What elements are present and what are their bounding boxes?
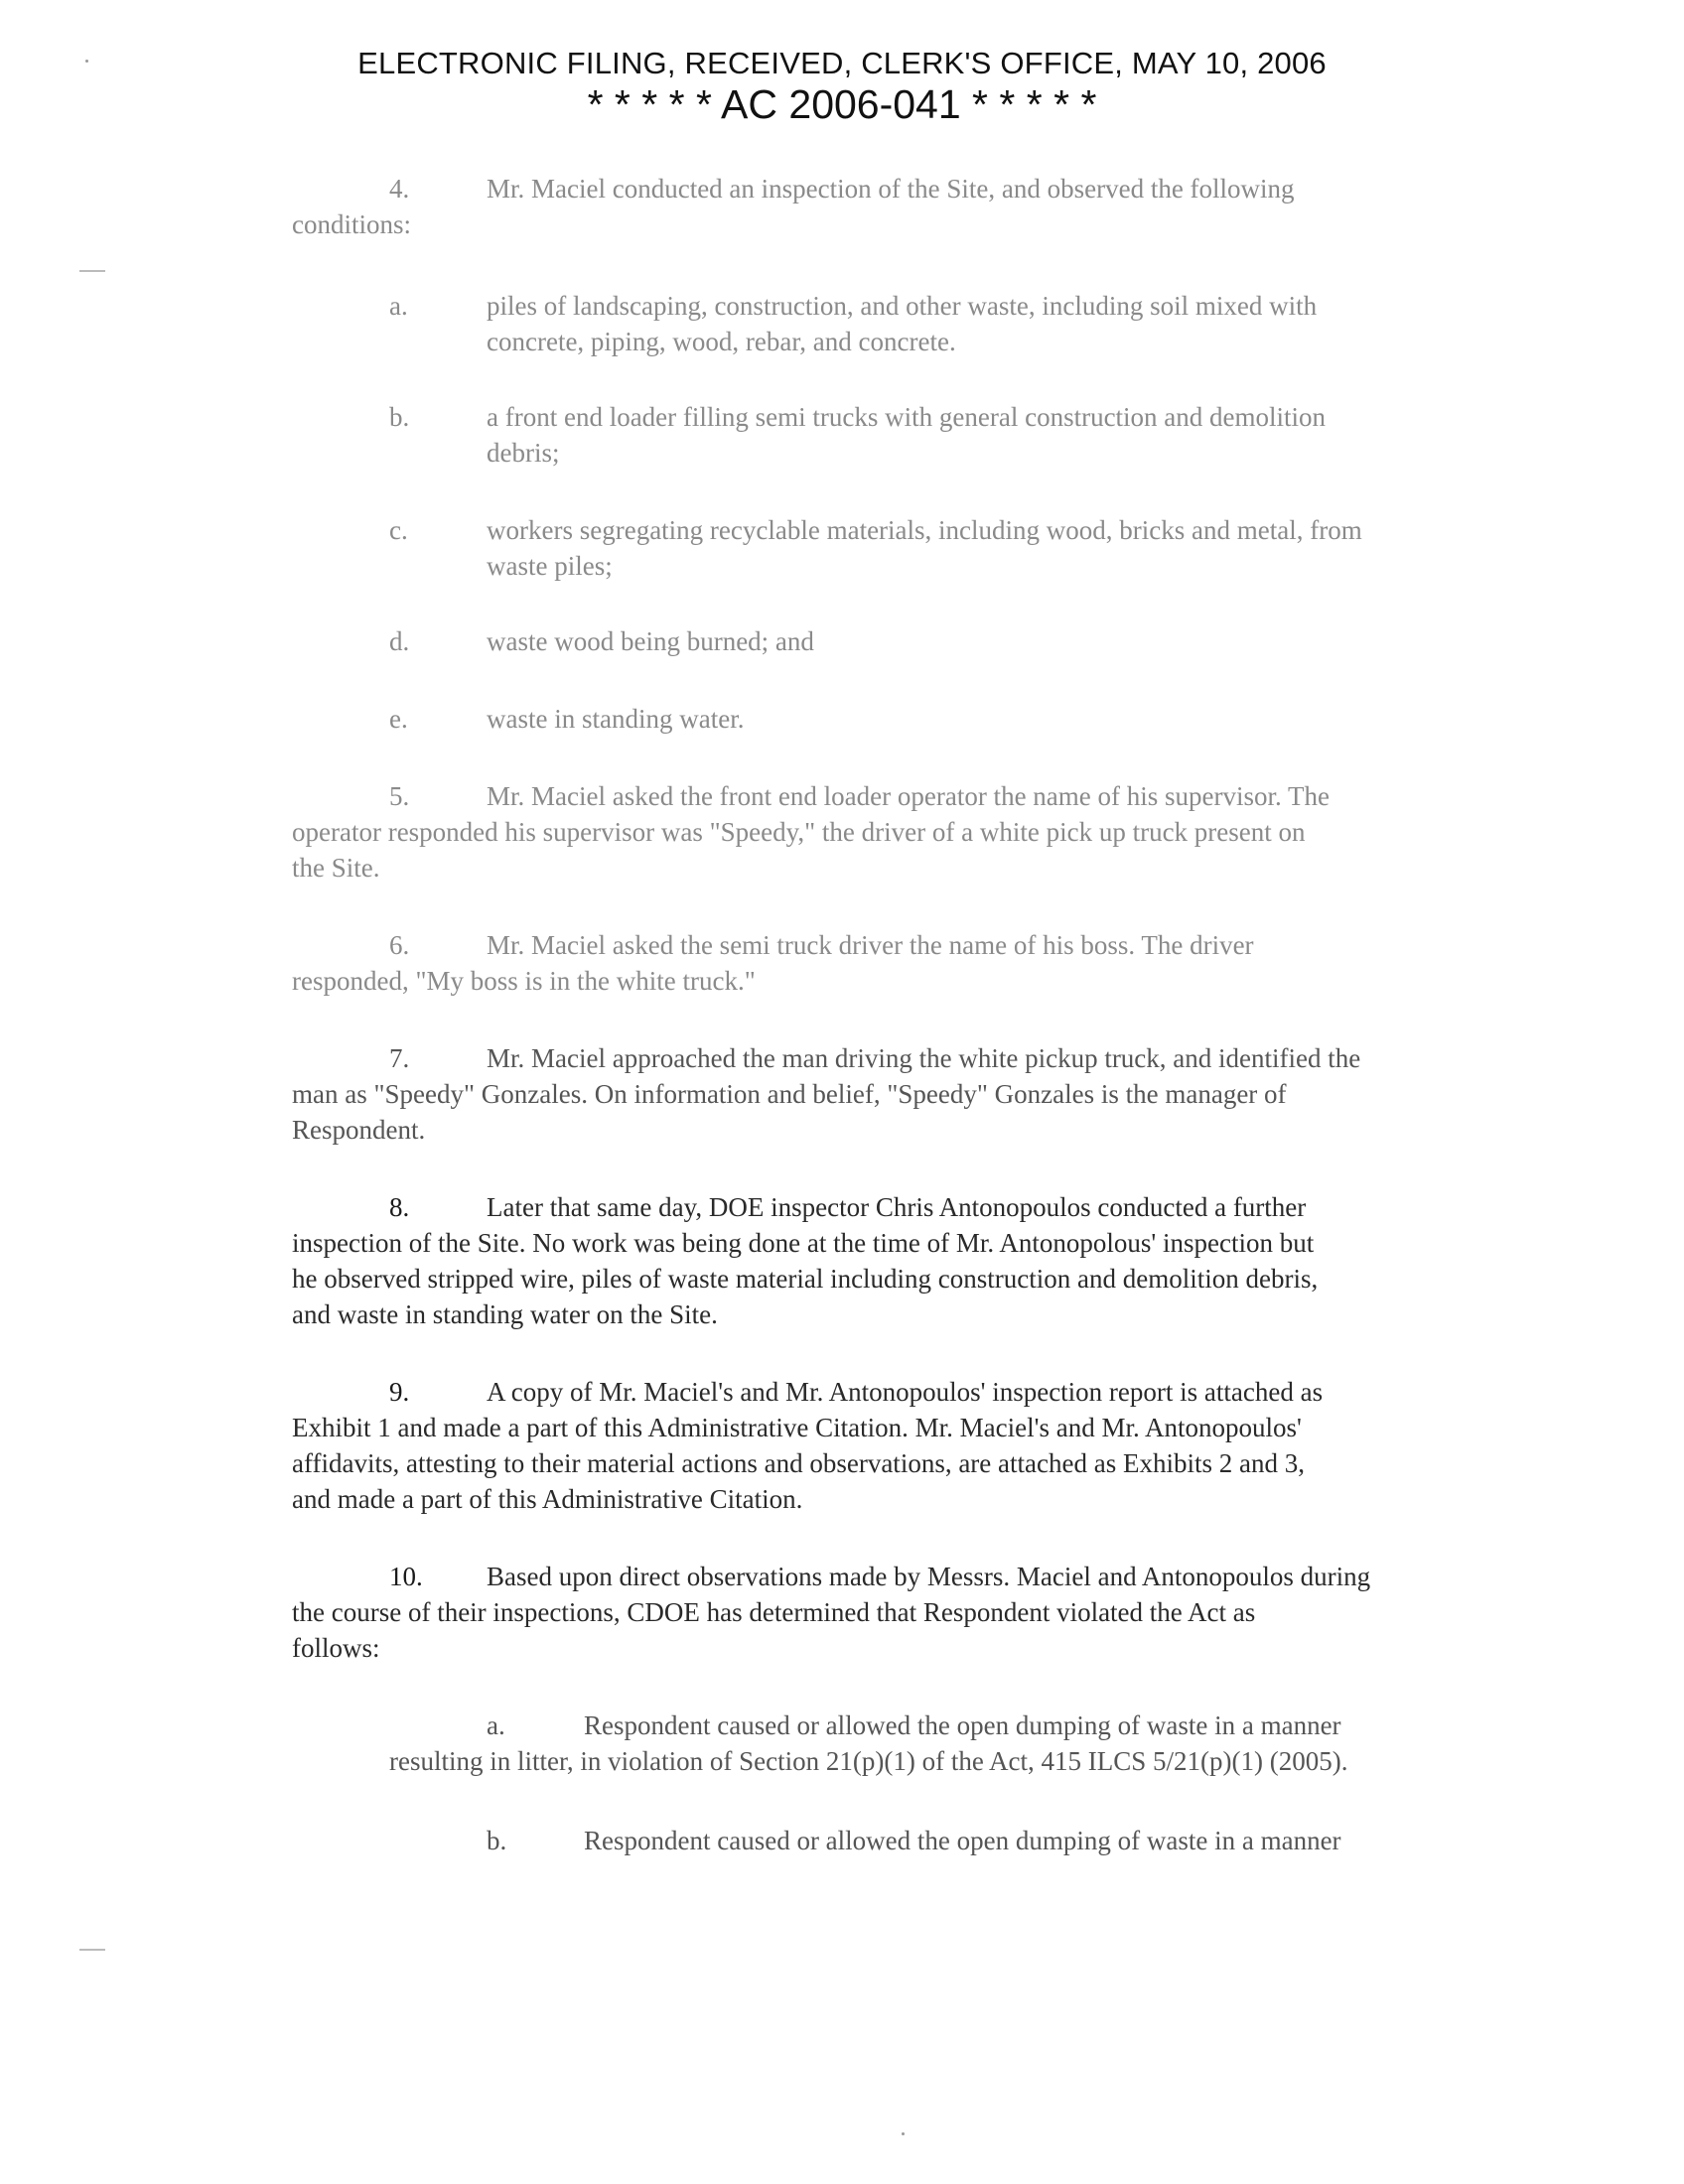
paragraph-number: 6. <box>389 930 410 960</box>
list-item-letter: a. <box>389 291 408 321</box>
paragraph-10-line: follows: <box>292 1633 380 1663</box>
margin-mark <box>85 60 88 63</box>
paragraph-5-line: the Site. <box>292 853 380 883</box>
paragraph-9-line: A copy of Mr. Maciel's and Mr. Antonopoulos' inspection report is attached as <box>487 1377 1324 1407</box>
paragraph-8-line: inspection of the Site. No work was being done at the time of Mr. Antonopolous' inspection but <box>292 1228 1315 1258</box>
margin-mark <box>902 2132 905 2135</box>
list-item-letter: b. <box>389 402 410 432</box>
paragraph-number: 4. <box>389 174 410 204</box>
paragraph-7-line: Mr. Maciel approached the man driving the white pickup truck, and identified the <box>487 1043 1361 1073</box>
paragraph-7-line: Respondent. <box>292 1115 426 1145</box>
paragraph-9-line: affidavits, attesting to their material actions and observations, are attached as Exhibits 2 and 3, <box>292 1448 1305 1478</box>
paragraph-8-line: he observed stripped wire, piles of waste material including construction and demolition debris, <box>292 1264 1319 1294</box>
list-item: workers segregating recyclable materials, including wood, bricks and metal, from <box>487 515 1362 545</box>
paragraph-number: 7. <box>389 1043 410 1073</box>
list-item: waste in standing water. <box>487 704 745 734</box>
paragraph-9-line: Exhibit 1 and made a part of this Administrative Citation. Mr. Maciel's and Mr. Antonopoulos' <box>292 1413 1302 1442</box>
list-item: debris; <box>487 438 560 468</box>
paragraph-4-line: conditions: <box>292 209 411 239</box>
paragraph-4-line: Mr. Maciel conducted an inspection of the Site, and observed the following <box>487 174 1295 204</box>
filing-stamp-line: ELECTRONIC FILING, RECEIVED, CLERK'S OFFICE, MAY 10, 2006 <box>357 46 1327 80</box>
paragraph-9-line: and made a part of this Administrative Citation. <box>292 1484 803 1514</box>
list-item: waste wood being burned; and <box>487 626 814 656</box>
paragraph-6-line: Mr. Maciel asked the semi truck driver the name of his boss. The driver <box>487 930 1254 960</box>
paragraph-10-line: Based upon direct observations made by Messrs. Maciel and Antonopoulos during <box>487 1562 1371 1591</box>
list-item-letter: b. <box>487 1826 507 1855</box>
paragraph-8-line: and waste in standing water on the Site. <box>292 1299 718 1329</box>
list-item-letter: e. <box>389 704 408 734</box>
list-item: Respondent caused or allowed the open dumping of waste in a manner <box>584 1710 1341 1740</box>
margin-mark <box>79 1949 105 1951</box>
paragraph-8-line: Later that same day, DOE inspector Chris Antonopoulos conducted a further <box>487 1192 1307 1222</box>
paragraph-6-line: responded, "My boss is in the white truck." <box>292 966 756 996</box>
paragraph-number: 10. <box>389 1562 423 1591</box>
list-item: resulting in litter, in violation of Section 21(p)(1) of the Act, 415 ILCS 5/21(p)(1) (2005). <box>389 1746 1348 1776</box>
list-item: Respondent caused or allowed the open dumping of waste in a manner <box>584 1826 1341 1855</box>
paragraph-7-line: man as "Speedy" Gonzales. On information and belief, "Speedy" Gonzales is the manager of <box>292 1079 1287 1109</box>
list-item: concrete, piping, wood, rebar, and concrete. <box>487 327 956 356</box>
margin-mark <box>79 270 105 272</box>
list-item-letter: c. <box>389 515 408 545</box>
paragraph-number: 9. <box>389 1377 410 1407</box>
paragraph-5-line: Mr. Maciel asked the front end loader operator the name of his supervisor. The <box>487 781 1330 811</box>
paragraph-5-line: operator responded his supervisor was "Speedy," the driver of a white pick up truck present on <box>292 817 1306 847</box>
list-item: waste piles; <box>487 551 613 581</box>
list-item: piles of landscaping, construction, and other waste, including soil mixed with <box>487 291 1318 321</box>
paragraph-10-line: the course of their inspections, CDOE has determined that Respondent violated the Act as <box>292 1597 1256 1627</box>
list-item-letter: d. <box>389 626 410 656</box>
paragraph-number: 8. <box>389 1192 410 1222</box>
list-item-letter: a. <box>487 1710 505 1740</box>
paragraph-number: 5. <box>389 781 410 811</box>
case-number-line: * * * * * AC 2006-041 * * * * * <box>587 81 1097 127</box>
list-item: a front end loader filling semi trucks with general construction and demolition <box>487 402 1327 432</box>
